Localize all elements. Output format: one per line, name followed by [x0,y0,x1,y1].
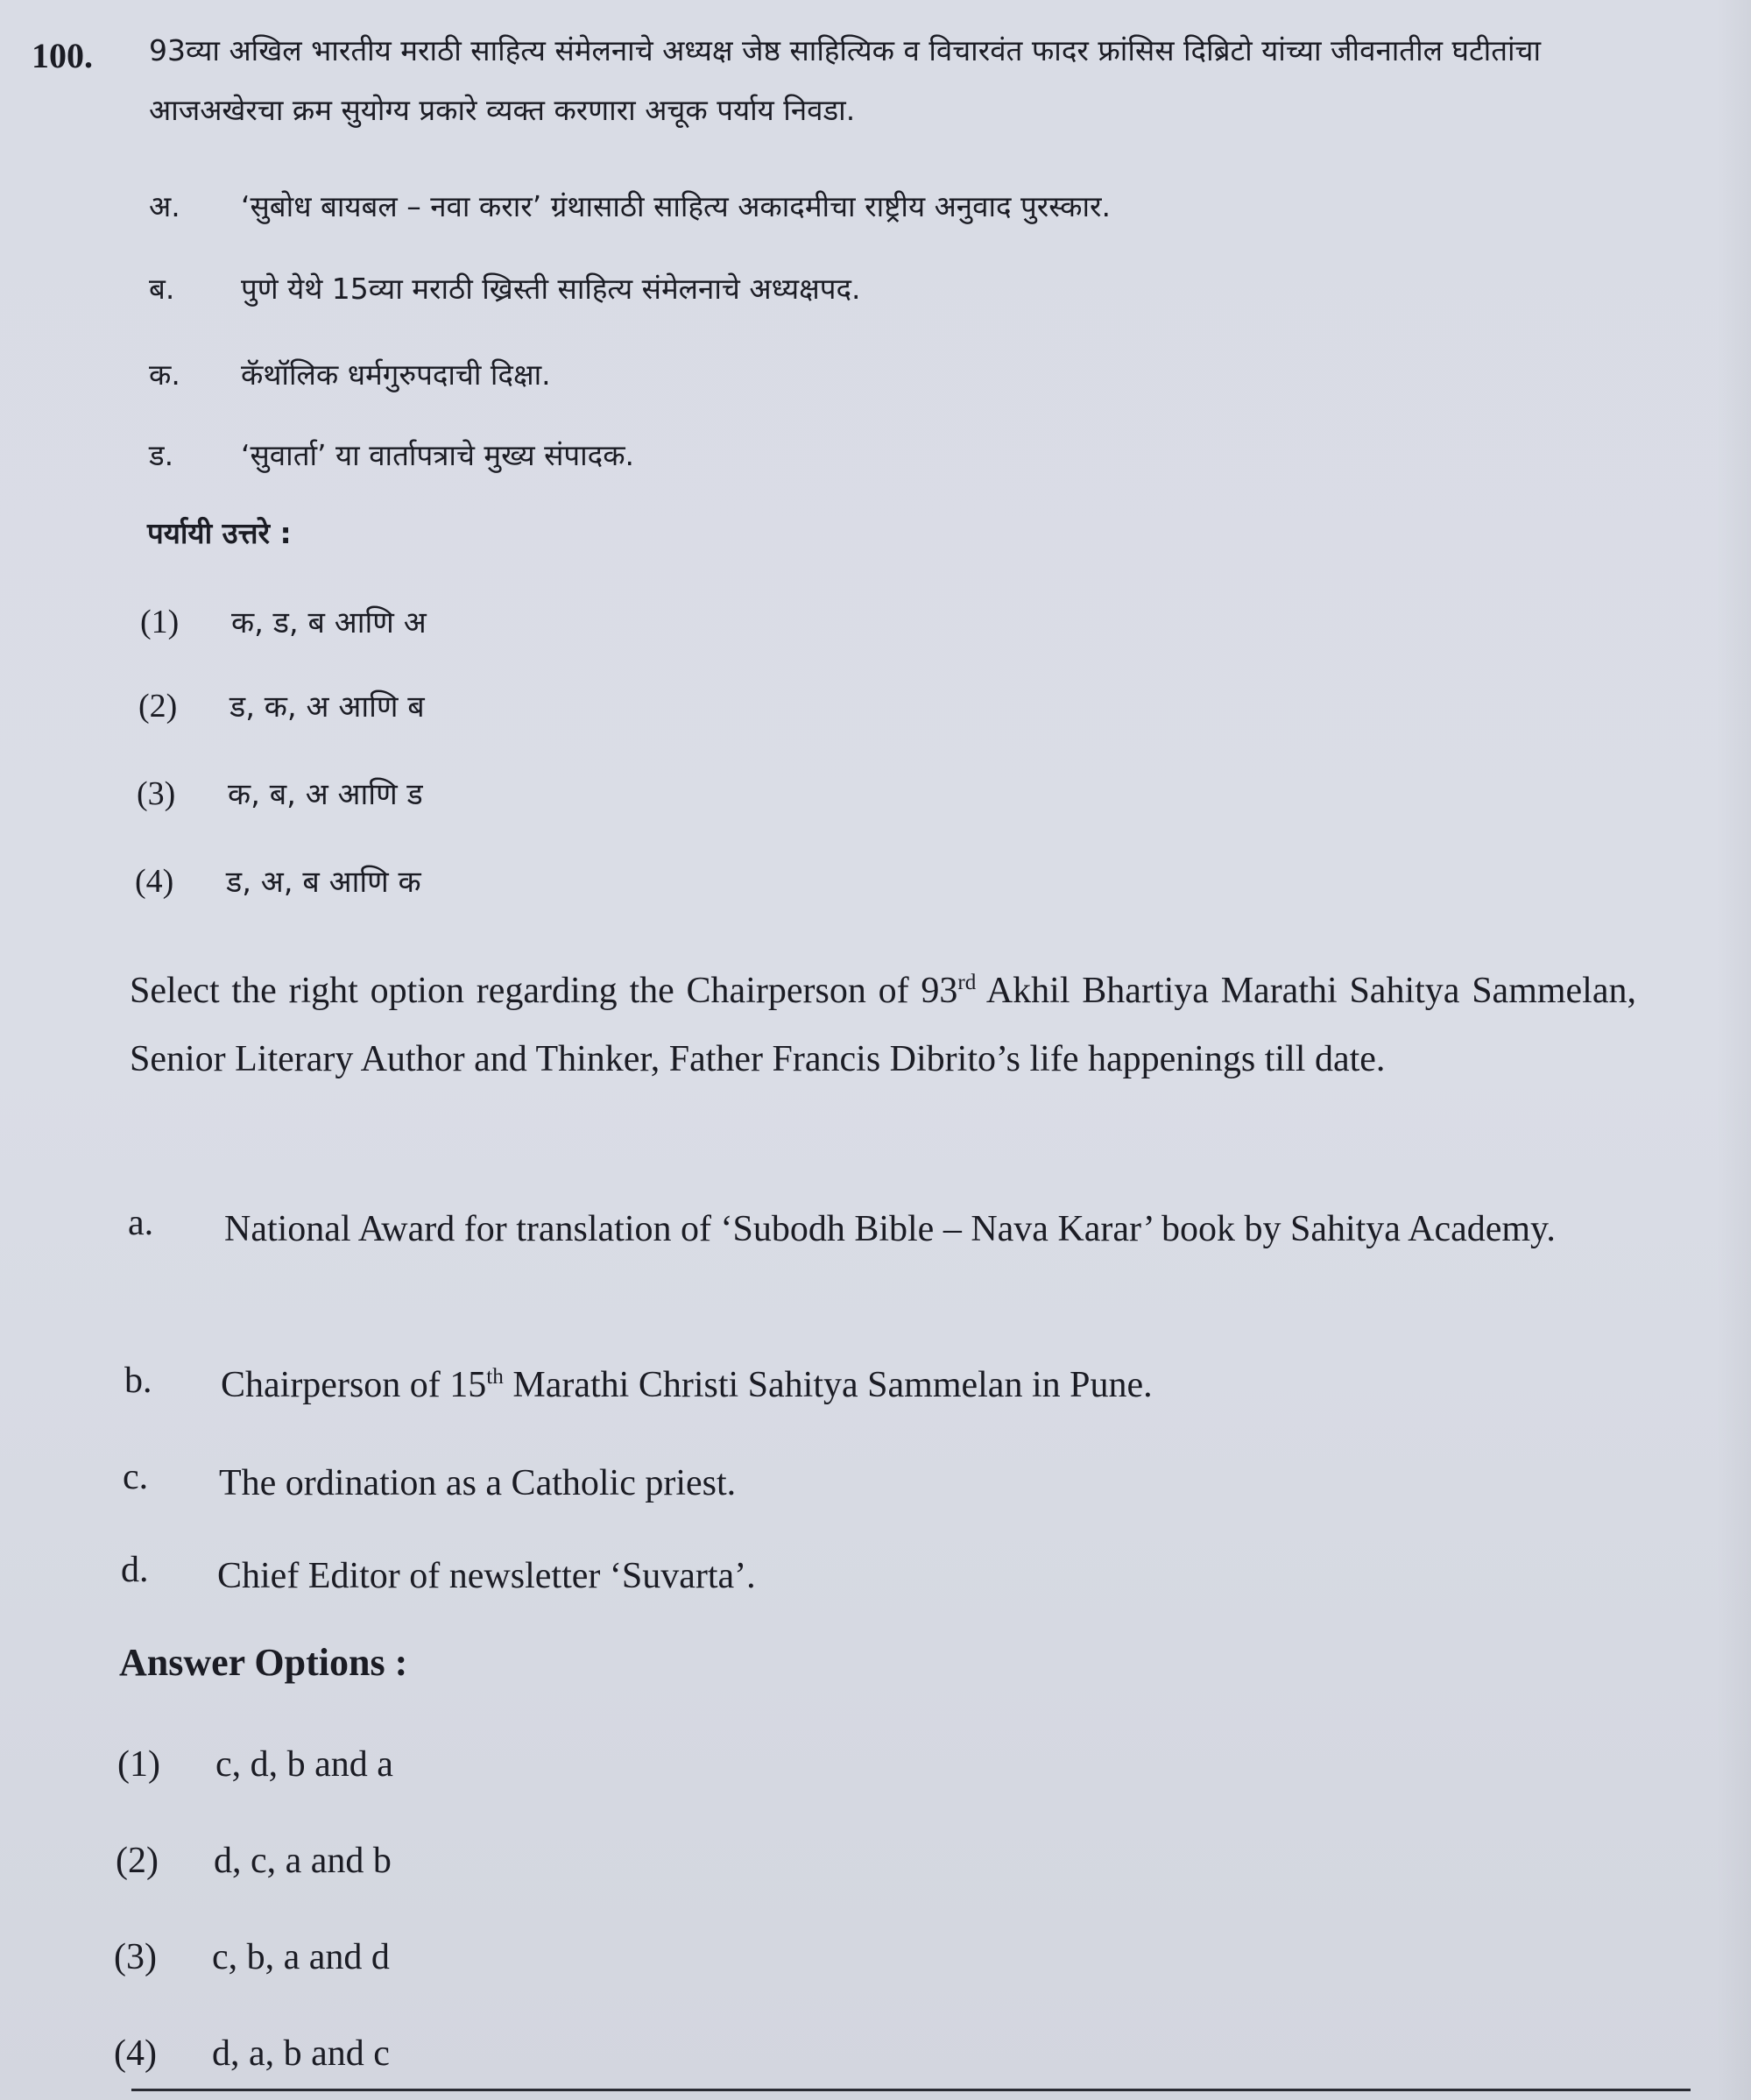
option-number: (2) [116,1841,159,1881]
english-statement-text: National Award for translation of ‘Subodh Bible – Nava Karar’ book by Sahitya Academy. [224,1209,1556,1249]
marathi-option-3[interactable] [137,773,423,813]
marathi-option-2[interactable] [138,685,425,725]
marathi-statement-text: ‘सुबोध बायबल – नवा करार’ ग्रंथासाठी साहित्य अकादमीचा राष्ट्रीय अनुवाद पुरस्कार. [241,189,1111,223]
bottom-divider [131,2089,1691,2091]
marathi-statement-label: क. [149,357,180,392]
marathi-statement-text: ‘सुवार्ता’ या वार्तापत्राचे मुख्य संपादक. [241,438,635,472]
marathi-statement-text: पुणे येथे 15व्या मराठी ख्रिस्ती साहित्य संमेलनाचे अध्यक्षपद. [241,272,861,306]
english-option-2[interactable] [116,1840,392,1882]
option-text: d, c, a and b [214,1841,392,1881]
marathi-option-1[interactable] [140,601,427,641]
option-number: (4) [114,2033,157,2074]
option-number: (3) [114,1937,157,1977]
marathi-statement-label: ड. [149,438,174,472]
question-number: 100. [32,36,93,75]
english-option-3[interactable] [114,1936,390,1978]
option-number: (2) [138,688,178,725]
english-statement-text [221,1347,1649,1423]
english-statement-text: The ordination as a Catholic priest. [219,1463,737,1503]
option-text: ड, अ, ब आणि क [226,865,421,900]
marathi-statement-text: कॅथॉलिक धर्मगुरुपदाची दिक्षा. [241,357,551,392]
page-edge-shadow [1716,0,1751,2100]
option-text: c, b, a and d [212,1937,390,1977]
english-statement-superscript: th [486,1365,504,1389]
marathi-answers-heading: पर्यायी उत्तरे : [147,516,292,550]
option-text: c, d, b and a [215,1744,393,1785]
marathi-option-4[interactable] [135,860,421,901]
english-option-1[interactable] [117,1743,393,1785]
marathi-question-stem: 93व्या अखिल भारतीय मराठी साहित्य संमेलनाचे अध्यक्ष जेष्ठ साहित्यिक व विचारवंत फादर फ्रांसिस दिब्रिटो यांच्या जीवनातील घटीतांचा आजअखेरचा क्रम सुयोग्य प्रकारे व्यक्त करणारा अचूक पर्याय निवडा. [149,33,1542,127]
option-text: क, ड, ब आणि अ [231,605,427,640]
english-option-4[interactable] [114,2033,390,2075]
english-statement-label: c. [123,1457,149,1497]
option-number: (3) [137,775,176,812]
option-number: (1) [140,604,180,640]
option-text: क, ब, अ आणि ड [228,777,423,812]
english-statement-text: Chief Editor of newsletter ‘Suvarta’. [217,1556,756,1596]
english-statement-label: d. [121,1550,149,1590]
option-text: ड, क, अ आणि ब [229,689,425,725]
english-stem-text: Select the right option regarding the Chairperson of 93 [130,971,958,1011]
english-question-stem [130,957,1636,1093]
english-statement-text-part: Marathi Christi Sahitya Sammelan in Pune. [503,1365,1153,1405]
option-number: (4) [135,863,174,900]
option-text: d, a, b and c [212,2033,390,2074]
english-statement-label: b. [124,1361,152,1401]
english-stem-superscript: rd [957,971,977,994]
option-number: (1) [117,1744,160,1785]
english-statement-label: a. [128,1203,154,1243]
marathi-statement-label: ब. [149,272,175,306]
marathi-statement-label: अ. [149,189,180,223]
english-statement-text-part: Chairperson of 15 [221,1365,487,1405]
english-stem-text-rest: Akhil Bhartiya Marathi Sahitya Sammelan, Senior Literary Author and Thinker, Father Francis Dibrito’s life happenings till date. [130,971,1636,1079]
english-answers-heading: Answer Options : [119,1641,408,1684]
